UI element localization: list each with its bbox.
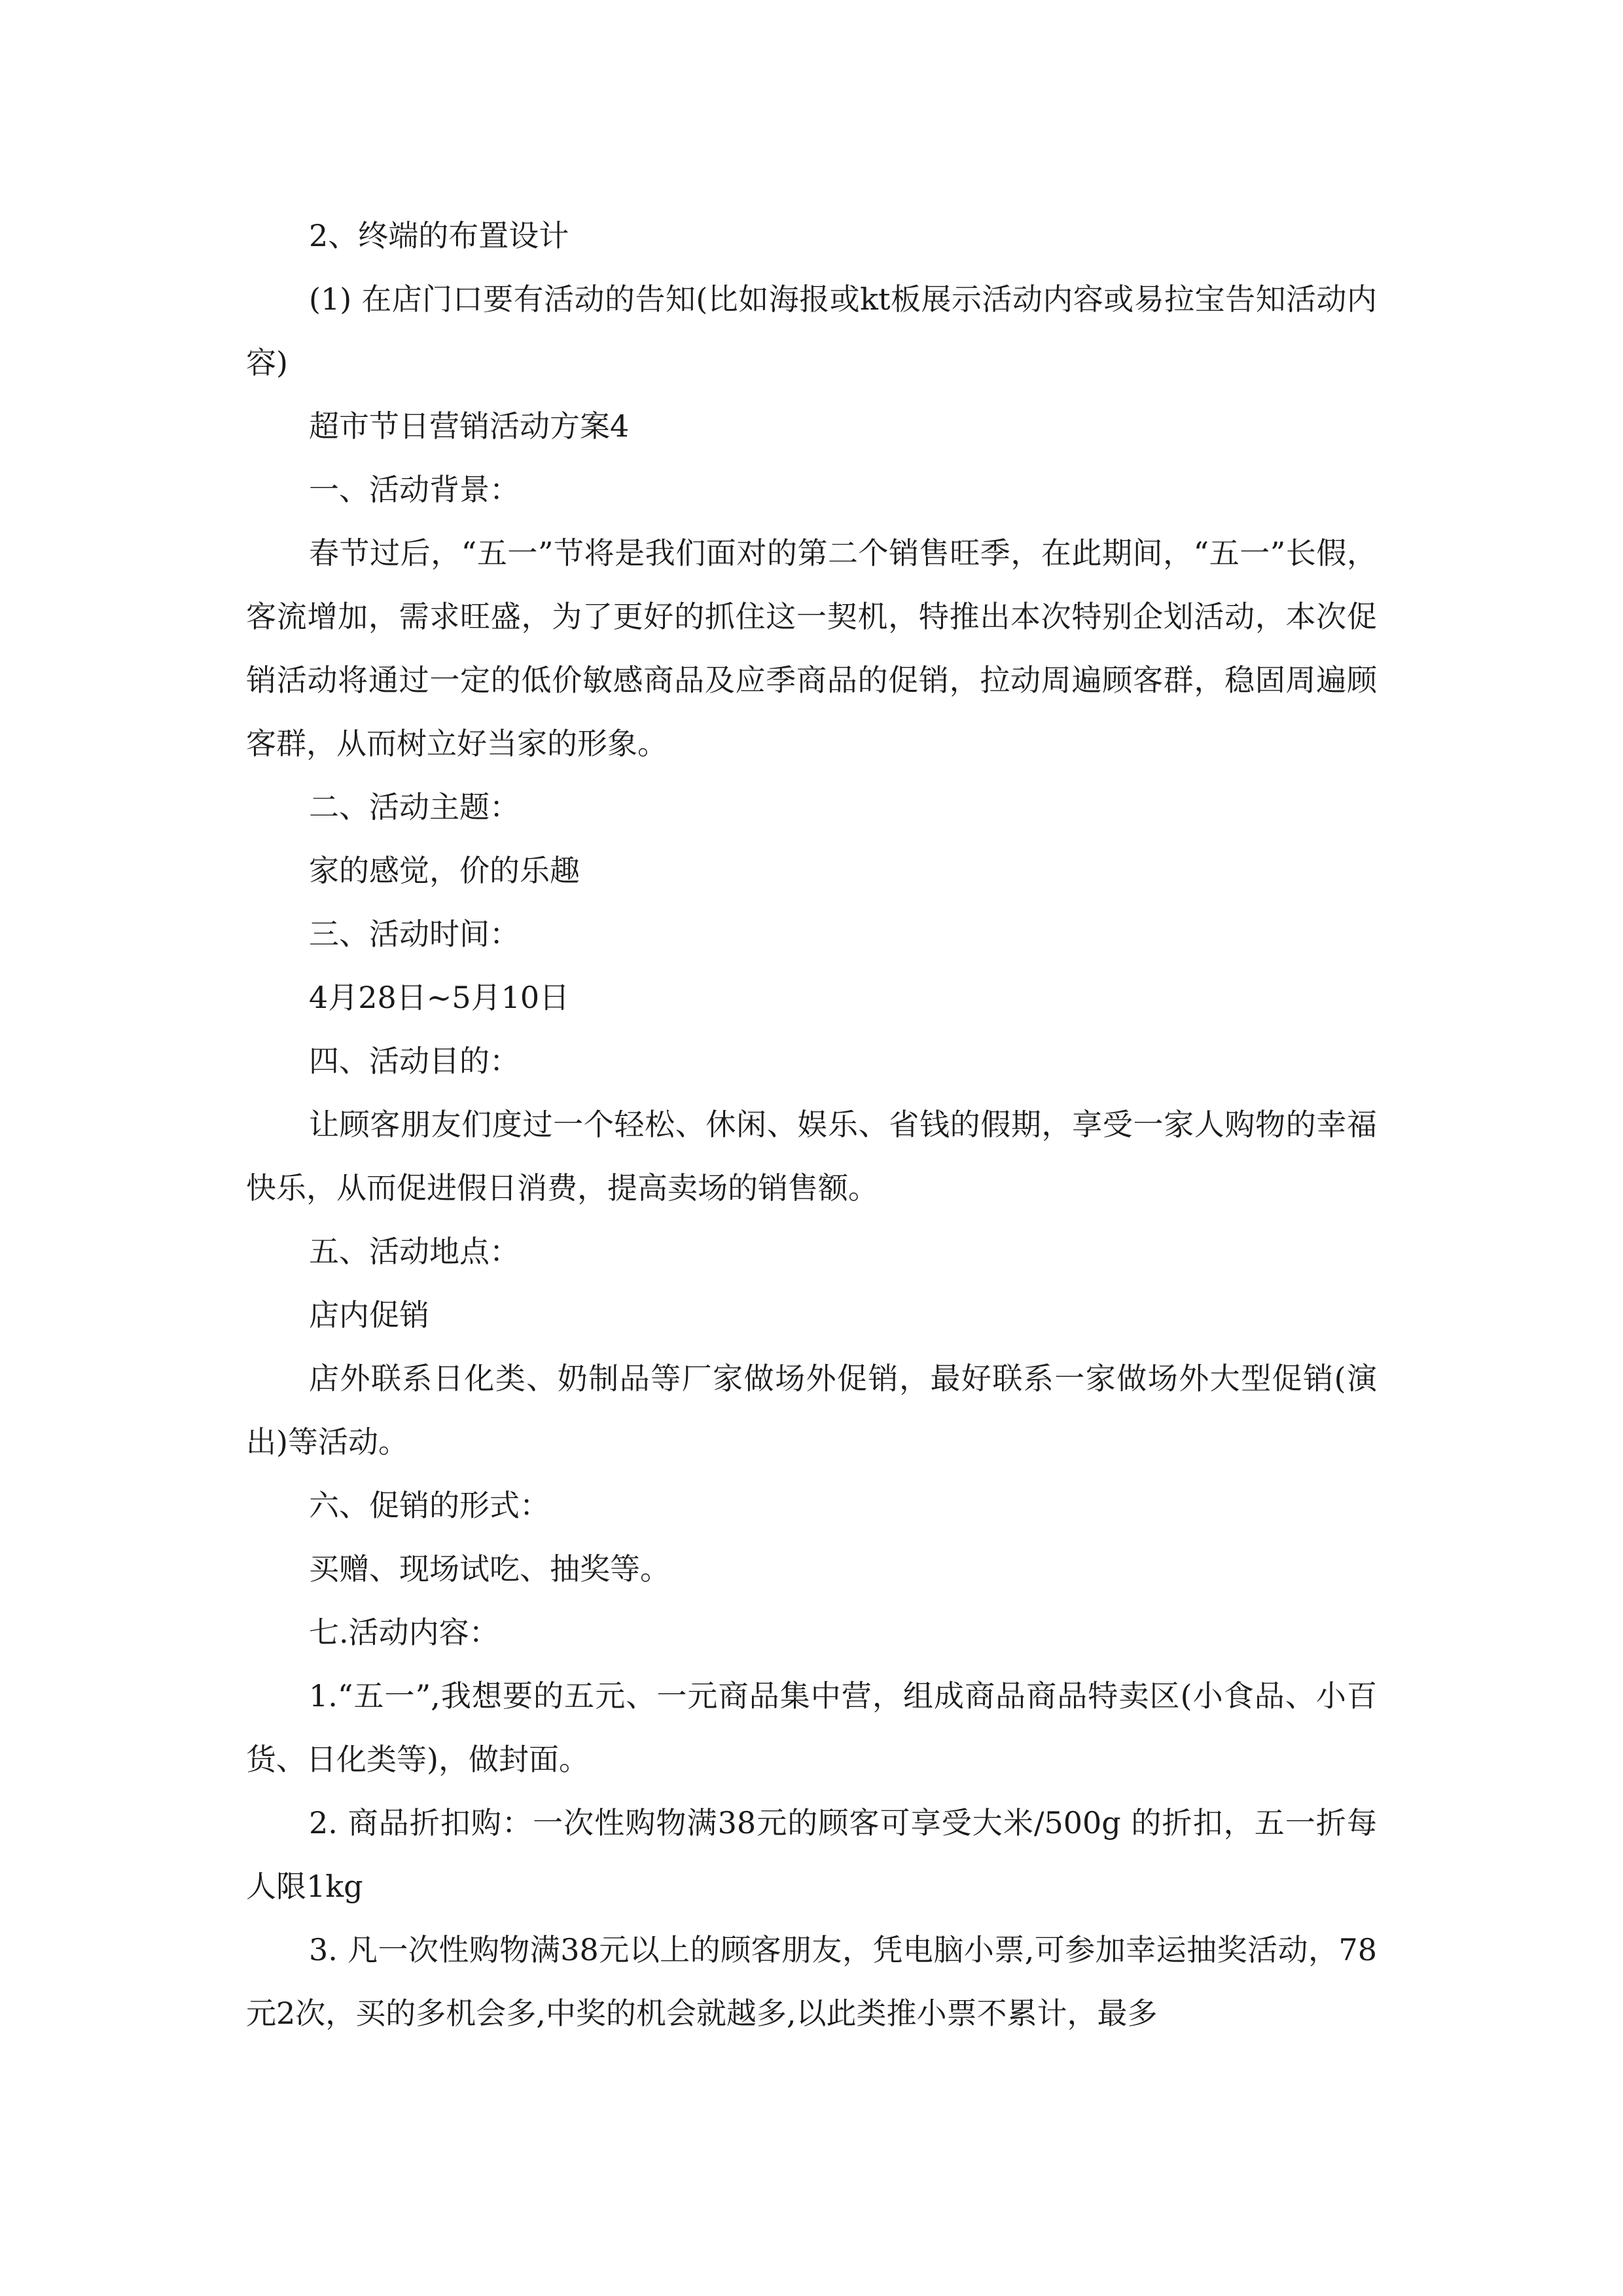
paragraph-location-outdoor: 店外联系日化类、奶制品等厂家做场外促销，最好联系一家做场外大型促销(演出)等活动。 bbox=[246, 1361, 1377, 1460]
paragraph-time: 4月28日~5月10日 bbox=[309, 980, 570, 1015]
list-item-2: 2. 商品折扣购：一次性购物满38元的顾客可享受大米/500g 的折扣，五一折每人限1kg bbox=[246, 1805, 1377, 1904]
heading-time: 三、活动时间： bbox=[309, 916, 520, 952]
paragraph-background: 春节过后，“五一”节将是我们面对的第二个销售旺季，在此期间，“五一”长假，客流增加，需求旺盛，为了更好的抓住这一契机，特推出本次特别企划活动，本次促销活动将通过一定的低价敏感商品及应季商品的促销，拉动周遍顾客群，稳固周遍顾客群，从而树立好当家的形象。 bbox=[246, 535, 1377, 761]
heading-promotion-form: 六、促销的形式： bbox=[309, 1488, 550, 1523]
heading-location: 五、活动地点： bbox=[309, 1234, 520, 1269]
list-item-3: 3. 凡一次性购物满38元以上的顾客朋友，凭电脑小票,可参加幸运抽奖活动，78元2次，买的多机会多,中奖的机会就越多,以此类推小票不累计，最多 bbox=[246, 1932, 1377, 2031]
paragraph-terminal-layout: 2、终端的布置设计 bbox=[309, 218, 569, 253]
heading-background: 一、活动背景： bbox=[309, 472, 520, 507]
heading-activity-content: 七.活动内容： bbox=[309, 1615, 499, 1650]
heading-theme: 二、活动主题： bbox=[309, 789, 520, 825]
document-body bbox=[246, 204, 1377, 2045]
paragraph-promotion-form: 买赠、现场试吃、抽奖等。 bbox=[309, 1551, 670, 1587]
list-item-1: 1.“五一”,我想要的五元、一元商品集中营，组成商品商品特卖区(小食品、小百货、日化类等)，做封面。 bbox=[246, 1678, 1377, 1777]
paragraph-location-instore: 店内促销 bbox=[309, 1297, 429, 1333]
paragraph-store-notice: (1) 在店门口要有活动的告知(比如海报或kt板展示活动内容或易拉宝告知活动内容) bbox=[246, 281, 1377, 380]
paragraph-theme: 家的感觉，价的乐趣 bbox=[309, 853, 580, 888]
section-title-plan-4: 超市节日营销活动方案4 bbox=[309, 408, 630, 444]
paragraph-purpose: 让顾客朋友们度过一个轻松、休闲、娱乐、省钱的假期，享受一家人购物的幸福快乐，从而促进假日消费，提高卖场的销售额。 bbox=[246, 1107, 1377, 1206]
heading-purpose: 四、活动目的： bbox=[309, 1043, 520, 1079]
